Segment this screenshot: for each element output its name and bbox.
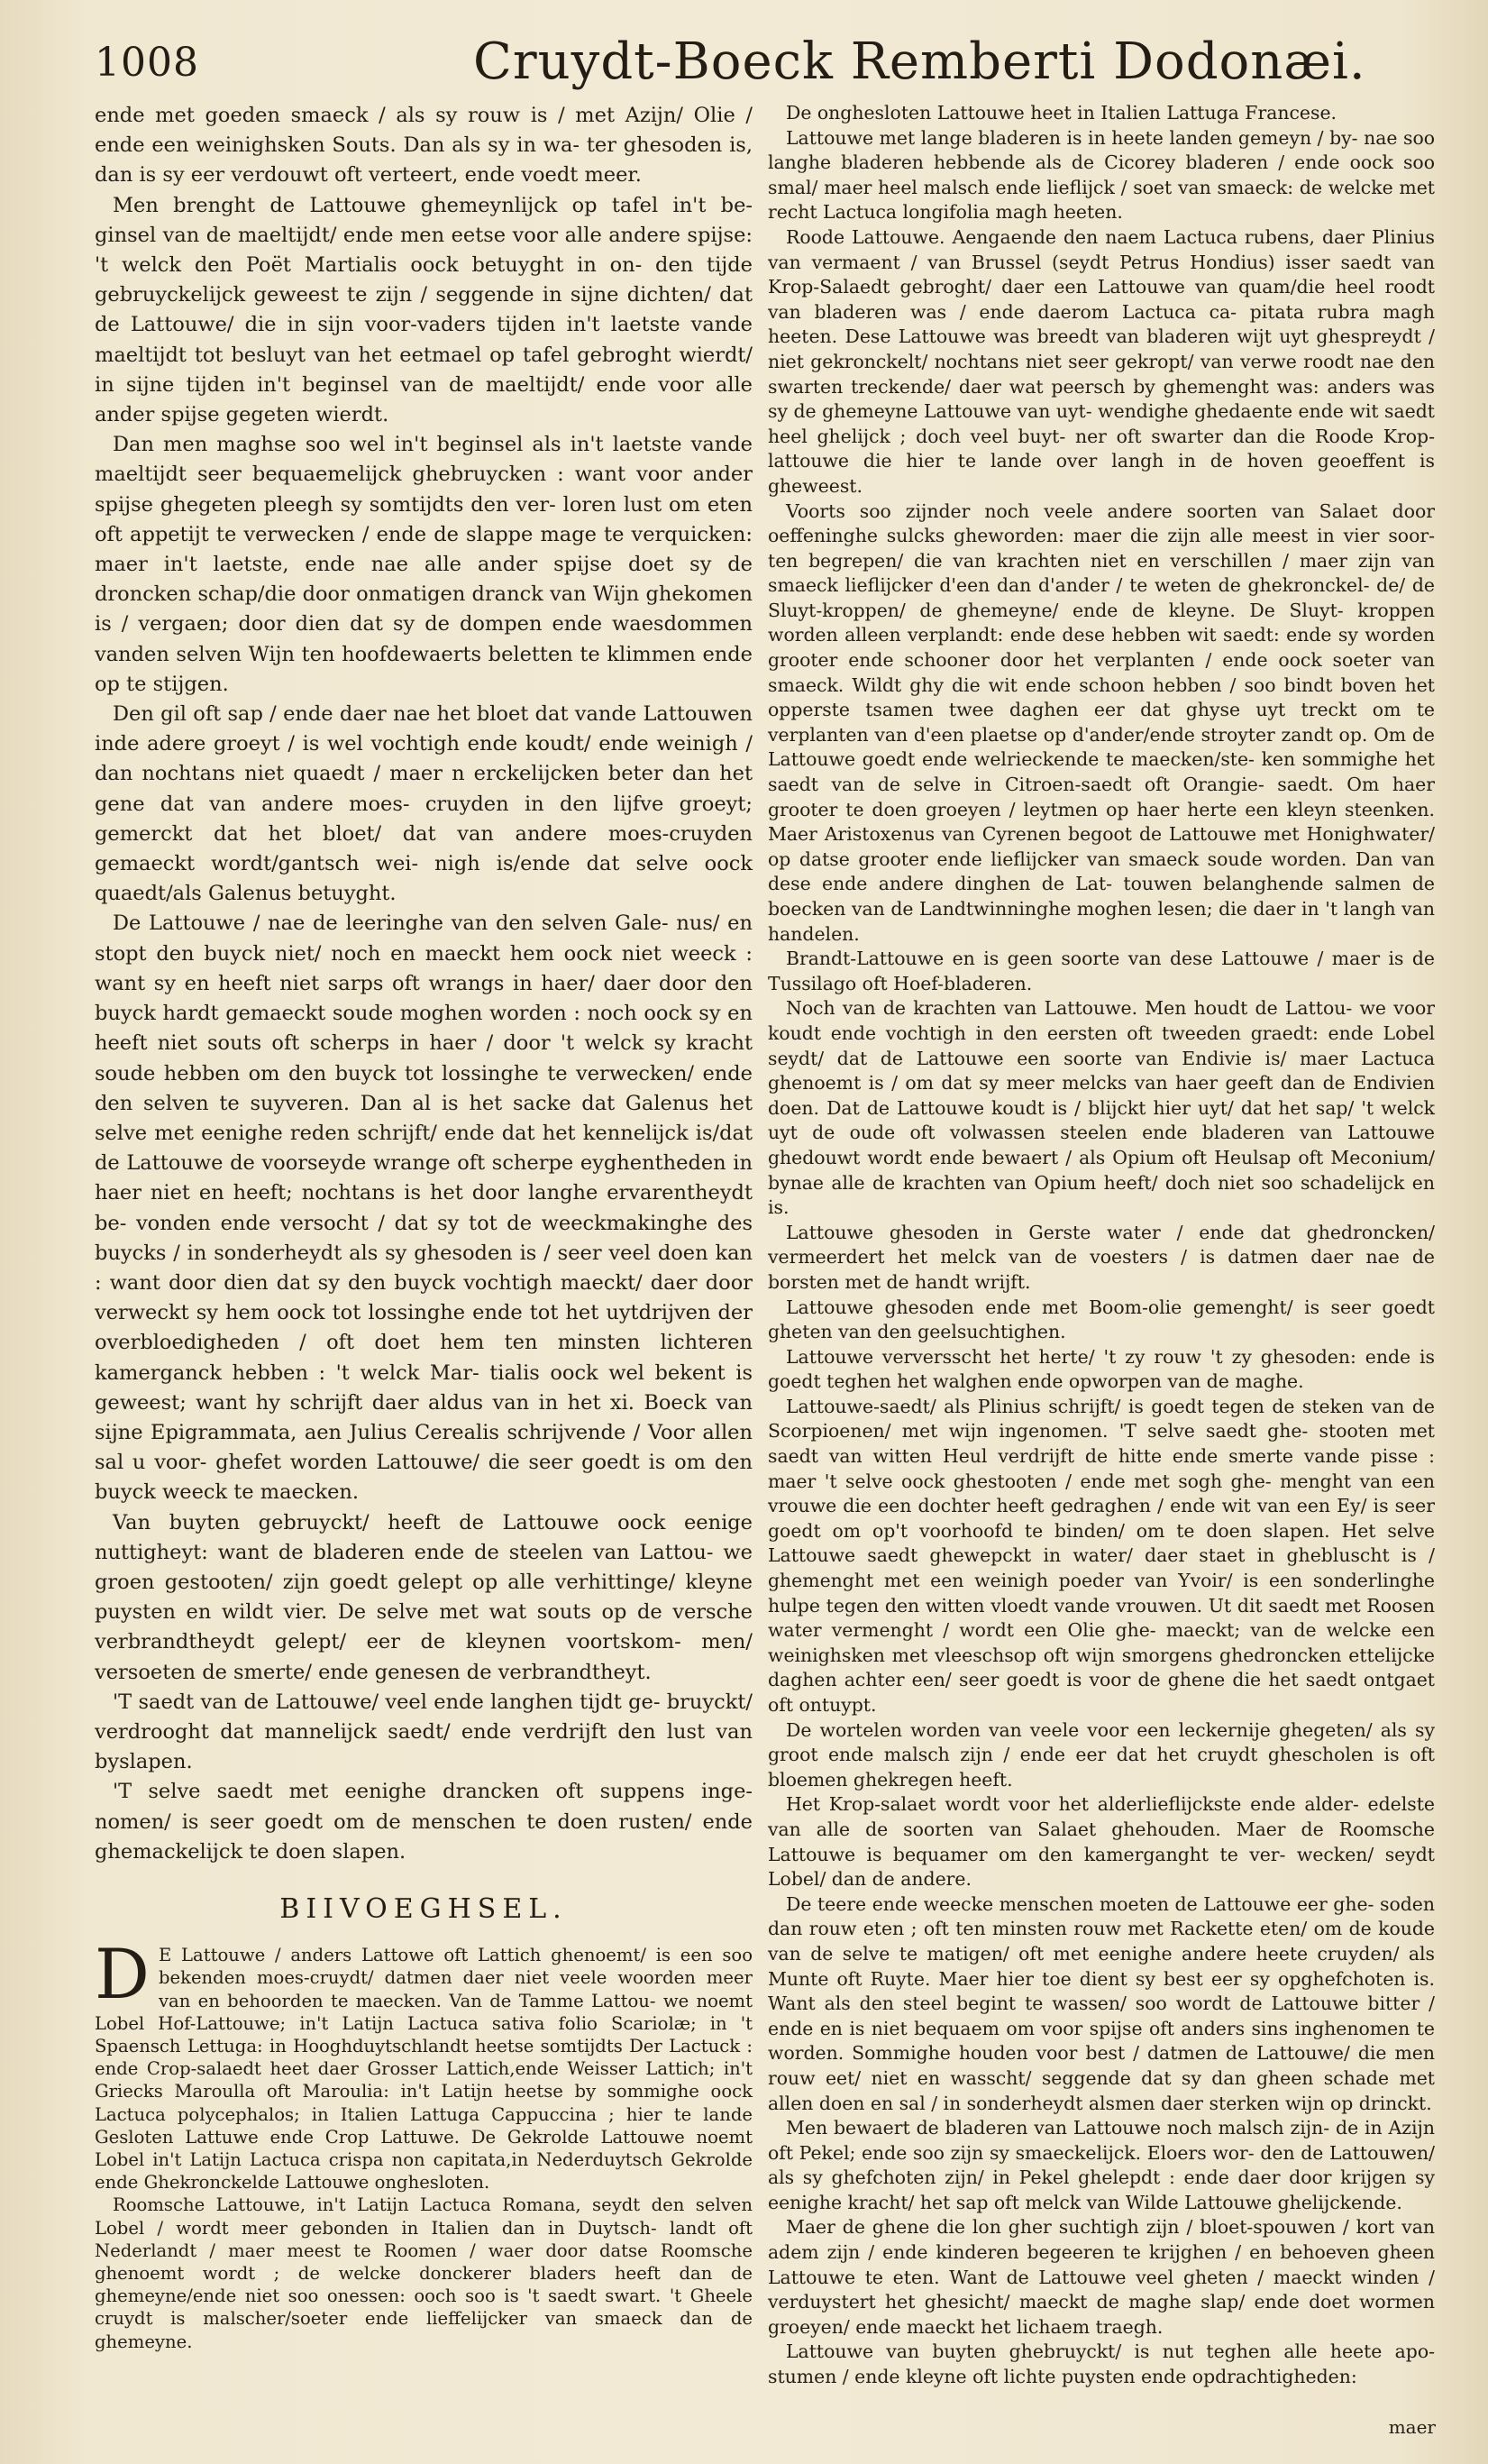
page-header xyxy=(95,27,1438,97)
left-paragraph: Men brenght de Lattouwe ghemeynlijck op tafel in't be- ginsel van de maeltijdt/ ende men eetse voor alle andere spijse: 't welck den Poët Martialis oock betuyght in on- den tijde gebruyckelijck geweest te zijn / seggende in sijne dichten/ dat de Lattouwe/ die in sijn voor-vaders tijden in't laetste vande maeltijdt tot besluyt van het eetmael op tafel gebroght wierdt/ in sijne tijden in't beginsel van de maeltijdt/ ende voor alle ander spijse gegeten wierdt. xyxy=(95,193,753,427)
right-paragraph: Men bewaert de bladeren van Lattouwe noch malsch zijn- de in Azijn oft Pekel; ende soo zijn sy smaeckelijck. Eloers wor- den de Lattouwen/ als sy ghefchoten zijn/ in Pekel ghelepdt : ende daer door krijgen sy eenighe kracht/ het sap oft melck van Wilde Lattouwe ghelijckende. xyxy=(768,2117,1435,2213)
right-paragraph: De teere ende weecke menschen moeten de Lattouwe eer ghe- soden dan rouw eten ; oft ten minsten rouw met Rackette eten/ om de koude van de selve te matigen/ oft met eenighe andere heete cruyden/ als Munte oft Ruyte. Maer hier toe dient sy best eer sy opghefchoten is. Want als den steel begint te wassen/ soo wordt de Lattouwe bitter / ende en is niet bequaem om voor spijse oft anders sins inghenomen te worden. Sommighe houden voor best / datmen de Lattouwe/ die men rouw eet/ niet en wasscht/ seggende dat sy dan gheen schade met allen doen en sal / in sonderheydt alsmen daer sterken wijn op drinckt. xyxy=(768,1892,1435,2114)
right-paragraph: Maer de ghene die lon gher suchtigh zijn / bloet-spouwen / kort van adem zijn / ende kinderen begeeren te krijghen / en behoeven gheen Lattouwe te eten. Want de Lattouwe veel gheten / maeckt winden / verduystert het ghesicht/ maeckt de maghe slap/ ende doet wormen groeyen/ ende maeckt het lichaem traegh. xyxy=(768,2216,1435,2338)
drop-cap-letter: D xyxy=(95,1934,150,2015)
page-number: 1008 xyxy=(95,40,199,86)
right-paragraph: Lattouwe ghesoden in Gerste water / ende dat ghedroncken/ vermeerdert het melck van de voesters / is datmen daer nae de borsten met de handt wrijft. xyxy=(768,1221,1435,1293)
left-paragraph: Den gil oft sap / ende daer nae het bloet dat vande Lattouwen inde adere groeyt / is wel vochtigh ende koudt/ ende weinigh / dan nochtans niet quaedt / maer n erckelijcken beter dan het gene dat van andere moes- cruyden in den lijfve groeyt; gemerckt dat het bloet/ dat van andere moes-cruyden gemaeckt wordt/gantsch wei- nigh is/ende dat selve oock quaedt/als Galenus betuyght. xyxy=(95,702,753,906)
right-paragraph: Lattouwe met lange bladeren is in heete landen gemeyn / by- nae soo langhe bladeren hebbende als de Cicorey bladeren / ende oock soo smal/ maer heel malsch ende lieflijck / soet van smaeck: de welcke met recht Lactuca longifolia magh heeten. xyxy=(768,126,1435,224)
left-paragraph: Dan men maghse soo wel in't beginsel als in't laetste vande maeltijdt seer bequaemelijck ghebruycken : want voor ander spijse ghegeten pleegh sy somtijdts den ver- loren lust om eten oft appetijt te verwecken / ende de slappe mage te verquicken: maer in't laetste, ende nae alle ander spijse doet sy de droncken schap/die door onmatigen dranck van Wijn ghekomen is / vergaen; door dien dat sy de dompen ende waesdommen vanden selven Wijn ten hoofdewaerts beletten te klimmen ende op te stijgen. xyxy=(95,433,753,696)
right-paragraph: Brandt-Lattouwe en is geen soorte van dese Lattouwe / maer is de Tussilago oft Hoef-bladeren. xyxy=(768,948,1435,994)
right-paragraph: De onghesloten Lattouwe heet in Italien Lattuga Francese. xyxy=(786,102,1337,124)
left-column xyxy=(95,101,753,2353)
right-paragraph: Roode Lattouwe. Aengaende den naem Lactuca rubens, daer Plinius van vermaent / van Brussel (seydt Petrus Hondius) isser saedt van Krop-Salaedt gebroght/ daer een Lattouwe van quam/die heel roodt van bladeren was / ende daerom Lactuca ca- pitata rubra magh heeten. Dese Lattouwe was breedt van bladeren wijt uyt ghespreydt / niet gekronckelt/ nochtans niet seer gekropt/ van verwe roodt nae den swarten treckende/ daer wat peersch by ghemenght was: anders was sy de ghemeyne Lattouwe van uyt- wendighe ghedaente ende wit saedt heel ghelijck ; doch veel buyt- ner oft swarter dan die Roode Krop-lattouwe die hier te lande over langh in de hoven geoeffent is gheweest. xyxy=(768,225,1435,497)
section-heading: BIIVOEGHSEL. xyxy=(279,1892,568,1925)
catchword: maer xyxy=(1388,2416,1436,2438)
bijvoeghsel-paragraph: Roomsche Lattouwe, in't Latijn Lactuca Romana, seydt den selven Lobel / wordt meer gebonden in Italien dan in Duytsch- landt oft Nederlandt / maer meest te Roomen / waer door datse Roomsche ghenoemt wordt ; de welcke donckerer bladers heeft dan de ghemeyne/ende niet soo onessen: ooch soo is 't saedt swart. 't Gheele cruydt is malscher/soeter ende lieffelijcker van smaeck dan de ghemeyne. xyxy=(95,2194,753,2352)
bijvoeghsel-paragraph xyxy=(95,1934,753,2194)
left-paragraph: 'T saedt van de Lattouwe/ veel ende langhen tijdt ge- bruyckt/ verdrooght dat mannelijck saedt/ ende verdrijft den lust van byslapen. xyxy=(95,1690,753,1774)
right-paragraph: De wortelen worden van veele voor een leckernije ghegeten/ als sy groot ende malsch zijn / ende eer dat het cruydt ghescholen is oft bloemen ghekregen heeft. xyxy=(768,1718,1435,1791)
left-paragraph: Van buyten gebruyckt/ heeft de Lattouwe oock eenige nuttigheyt: want de bladeren ende de steelen van Lattou- we groen gestooten/ zijn goedt gelept op alle verhittinge/ kleyne puysten en wildt vier. De selve met wat souts op de versche verbrandtheydt gelept/ eer de kleynen voortskom- men/ versoeten de smerte/ ende genesen de verbrandtheyt. xyxy=(95,1510,753,1684)
left-paragraph: De Lattouwe / nae de leeringhe van den selven Gale- nus/ en stopt den buyck niet/ noch en maeckt hem oock niet weeck : want sy en heeft niet sarps oft wrangs in haer/ daer door den buyck hardt gemaeckt soude moghen worden : noch oock sy en heeft niet souts oft scherps in haer / door 't welck sy kracht soude hebben om den buyck tot lossinghe te verwecken/ ende den selven te suyveren. Dan al is het sacke dat Galenus het selve met eenighe reden schrijft/ ende dat het kennelijck is/dat de Lattouwe de voorseyde wrange oft scherpe eyghentheden in haer niet en heeft; nochtans is het door langhe ervarentheydt be- vonden ende versocht / dat sy tot de weeckmakinghe des buycks / in sonderheydt als sy ghesoden is / seer veel doen kan : want door dien dat sy den buyck vochtigh maeckt/ daer door verweckt sy hem oock tot lossinghe ende tot het uytdrijven der overbloedigheden / oft doet hem ten minsten lichteren kamerganck hebben : 't welck Mar- tialis oock wel bekent is geweest; want hy schrijft daer aldus van in het xi. Boeck van sijne Epigrammata, aen Julius Cerealis schrijvende / Voor allen sal u voor- ghefet worden Lattouwe/ die seer goedt is om den buyck weeck te maecken. xyxy=(95,911,753,1505)
right-paragraph: Noch van de krachten van Lattouwe. Men houdt de Lattou- we voor koudt ende vochtigh in den eersten oft tweeden graedt: ende Lobel seydt/ dat de Lattouwe een soorte van Endivie is/ maer Lactuca ghenoemt is / om dat sy meer melcks van haer geeft dan de Endivien doen. Dat de Lattouwe koudt is / blijckt hier uyt/ dat het sap/ 't welck uyt de oude oft volwassen steelen ende bladeren van Lattouwe ghedouwt wordt ende bewaert / als Opium oft Heulsap oft Meconium/ bynae alle de krachten van Opium heeft/ doch niet soo schadelijck en is. xyxy=(768,997,1435,1219)
left-paragraph: 'T selve saedt met eenighe drancken oft suppens inge- nomen/ is seer goedt om de menschen te doen rusten/ ende ghemackelijck te doen slapen. xyxy=(95,1780,753,1864)
right-paragraph: Lattouwe ghesoden ende met Boom-olie gemenght/ is seer goedt gheten van den geelsuchtighen. xyxy=(768,1296,1435,1343)
running-title: Cruydt-Boeck Remberti Dodonæi. xyxy=(473,32,1366,91)
right-paragraph: Lattouwe van buyten ghebruyckt/ is nut teghen alle heete apo- stumen / ende kleyne oft lichte puysten ende opdrachtigheden: xyxy=(768,2340,1435,2388)
right-paragraph: Lattouwe verversscht het herte/ 't zy rouw 't zy ghesoden: ende is goedt teghen het walghen ende opworpen van de maghe. xyxy=(768,1345,1435,1393)
right-paragraph: Het Krop-salaet wordt voor het alderlieflijckste ende alder- edelste van alle de soorten van Salaet ghehouden. Maer de Roomsche Lattouwe is bequamer om den kamerganght te ver- wecken/ seydt Lobel/ dan de andere. xyxy=(768,1793,1435,1891)
bijvoeghsel-text: E Lattouwe / anders Lattowe oft Lattich ghenoemt/ is een soo bekenden moes-cruydt/ datmen daer niet veele woorden meer van en behoorden te maecken. Van de Tamme Lattou- we noemt Lobel Hof-Lattouwe; in't Latijn Lactuca sativa folio Scariolæ; in 't Spaensch Lettuga: in Hooghduytschlandt heetse somtijdts Der Lactuck : ende Crop-salaedt heet daer Grosser Lattich,ende Weisser Lattich; in't Griecks Maroulla oft Maroulia: in't Latijn heetse by sommighe oock Lactuca polycephalos; in Italien Lattuga Cappuccina ; hier te lande Gesloten Lattuwe ende Crop Lattuwe. De Gekrolde Lattouwe noemt Lobel in't Latijn Lactuca crispa non capitata,in Nederduytsch Gekrolde ende Ghekronckelde Lattouwe onghesloten. xyxy=(95,1945,753,2194)
left-paragraph: ende met goeden smaeck / als sy rouw is / met Azijn/ Olie / ende een weinighsken Souts. Dan als sy in wa- ter ghesoden is, dan is sy eer verdouwt oft verteert, ende voedt meer. xyxy=(95,104,753,188)
bijvoeghsel-block xyxy=(95,1934,753,2353)
right-column xyxy=(768,101,1435,2390)
right-paragraph: Lattouwe-saedt/ als Plinius schrijft/ is goedt tegen de steken van de Scorpioenen/ met wijn ingenomen. 'T selve saedt ghe- stooten met saedt van witten Heul verdrijft de hitte ende smerte vande pisse : maer 't selve oock ghestooten / ende met sogh ghe- menght van een vrouwe die een dochter heeft gedraghen / ende wit van een Ey/ is seer goedt om op't voorhoofd te binden/ om te doen slapen. Het selve Lattouwe saedt ghewepckt in water/ daer staet in ghebluscht is / ghemenght met een weinigh poeder van Yvoir/ is een sonderlinghe hulpe tegen den witten vloedt vande vrouwen. Ut dit saedt met Roosen water vermenght / wordt een Olie ghe- maeckt; van de welcke een weinighsken met vleeschsop oft wijn smorgens ghedroncken ettelijcke daghen achter een/ seer goedt is voor de ghene die het saedt ontgaet oft ontuypt. xyxy=(768,1395,1435,1716)
right-paragraph: Voorts soo zijnder noch veele andere soorten van Salaet door oeffeninghe sulcks gheworden: maer die zijn alle meest in vier soor- ten begrepen/ die van krachten niet en verschillen / maer zijn van smaeck lieflijcker d'een dan d'ander / te weten de ghekronckel- de/ de Sluyt-kroppen/ de ghemeyne/ ende de kleyne. De Sluyt- kroppen worden alleen verplandt: ende dese hebben wit saedt: ende sy worden grooter ende schooner door het verplanten / ende oock soeter van smaeck. Wildt ghy die wit ende schoon hebben / soo bindt boven het opperste tsamen twee daghen eer dat ghyse uyt treckt om te verplanten van d'een plaetse op d'ander/ende stroyter zandt op. Om de Lattouwe goedt ende welrieckende te maecken/ste- ken sommighe het saedt van de selve in Citroen-saedt oft Orangie- saedt. Om haer grooter te doen groeyen / leytmen op haer herte een kleyn steenken. Maer Aristoxenus van Cyrenen begoot de Lattouwe met Honighwater/ op datse grooter ende lieflijcker van smaeck soude worden. Dan van dese ende andere dinghen de Lat- touwen belanghende salmen de boecken van de Landtwinninghe moghen lesen; die daer in 't langh van handelen. xyxy=(768,499,1435,945)
